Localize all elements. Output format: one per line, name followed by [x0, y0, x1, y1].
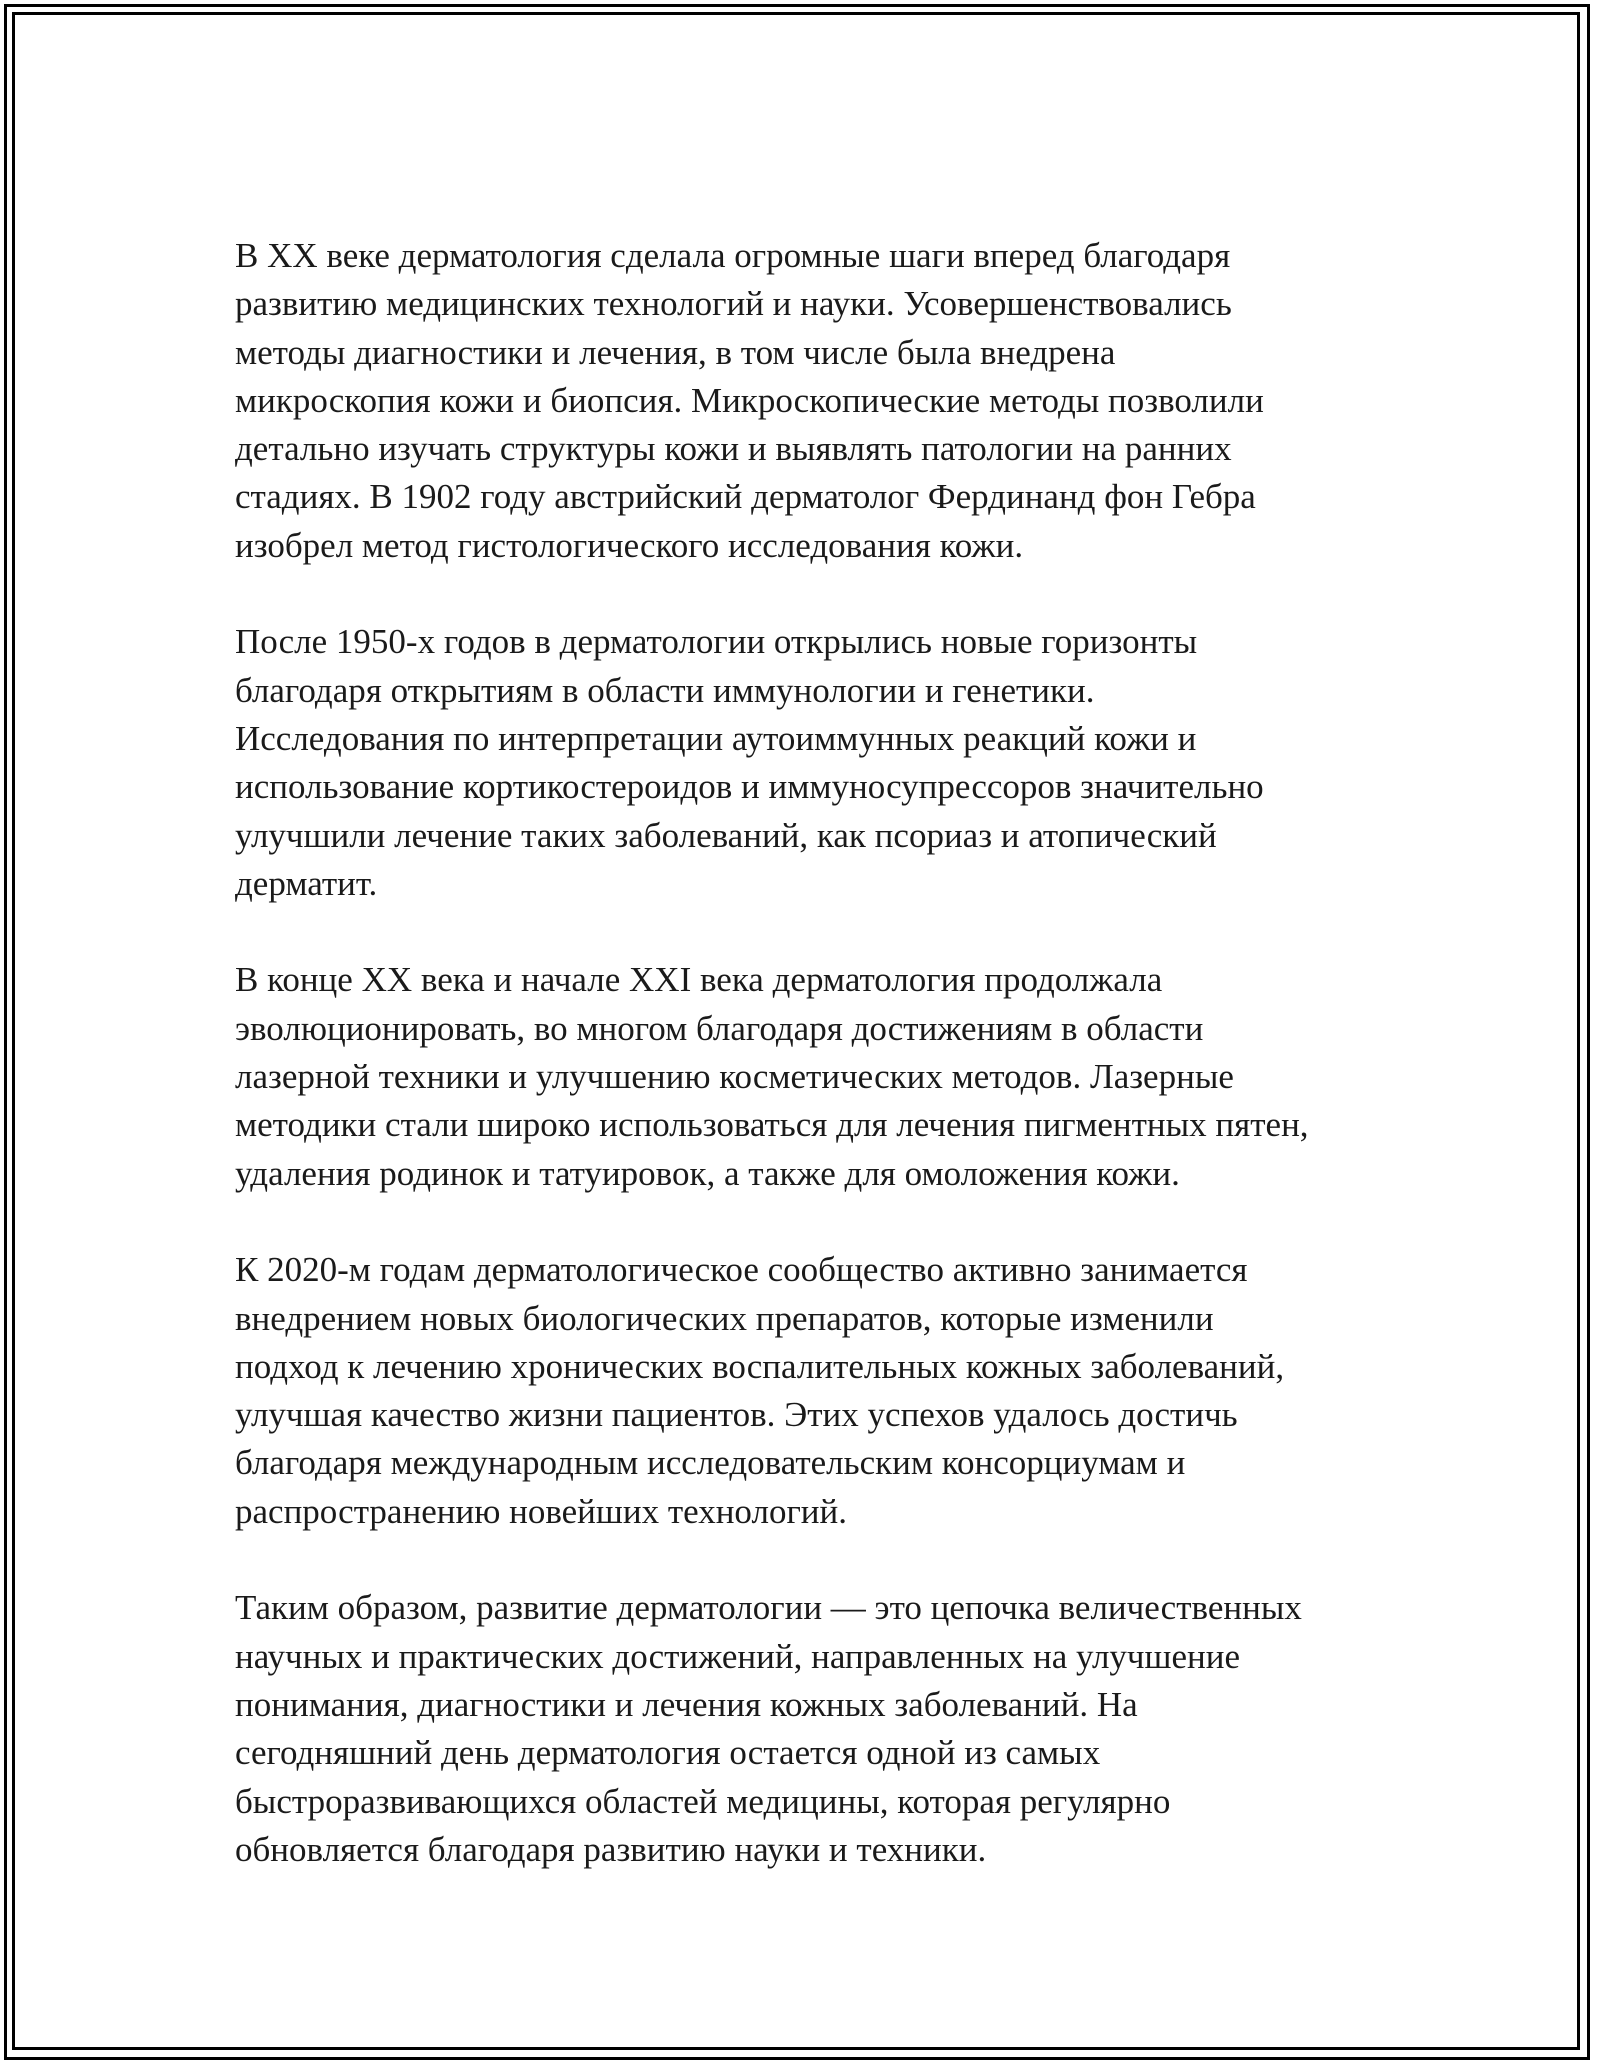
text-line: благодаря международным исследовательским консорциумам и	[235, 1443, 1186, 1483]
text-line: развитию медицинских технологий и науки. Усовершенствовались	[235, 284, 1232, 324]
paragraph-5	[235, 1584, 1415, 1874]
text-line: дерматит.	[235, 863, 378, 903]
text-line: методики стали широко использоваться для лечения пигментных пятен,	[235, 1105, 1309, 1145]
text-line: обновляется благодаря развитию науки и техники.	[235, 1829, 987, 1869]
document-body	[235, 232, 1415, 1922]
text-line: внедрением новых биологических препаратов, которые изменили	[235, 1298, 1214, 1338]
text-line: сегодняшний день дерматология остается одной из самых	[235, 1733, 1101, 1773]
text-line: благодаря открытиям в области иммунологии и генетики.	[235, 670, 1095, 710]
text-line: детально изучать структуры кожи и выявлять патологии на ранних	[235, 429, 1232, 469]
text-line: Таким образом, развитие дерматологии — это цепочка величественных	[235, 1588, 1302, 1628]
text-line: микроскопия кожи и биопсия. Микроскопические методы позволили	[235, 380, 1264, 420]
text-line: подход к лечению хронических воспалительных кожных заболеваний,	[235, 1346, 1285, 1386]
text-line: стадиях. В 1902 году австрийский дерматолог Фердинанд фон Гебра	[235, 477, 1256, 517]
text-line: После 1950-х годов в дерматологии открылись новые горизонты	[235, 622, 1198, 662]
text-line: К 2020-м годам дерматологическое сообщество активно занимается	[235, 1250, 1248, 1290]
text-line: методы диагностики и лечения, в том числе была внедрена	[235, 332, 1116, 372]
text-line: В XX веке дерматология сделала огромные шаги вперед благодаря	[235, 236, 1231, 275]
text-line: улучшая качество жизни пациентов. Этих успехов удалось достичь	[235, 1395, 1238, 1435]
paragraph-3	[235, 956, 1415, 1197]
paragraph-4	[235, 1246, 1415, 1536]
text-line: лазерной техники и улучшению косметических методов. Лазерные	[235, 1057, 1234, 1097]
paragraph-1	[235, 232, 1415, 570]
text-line: изобрел метод гистологического исследования кожи.	[235, 525, 1024, 565]
text-line: научных и практических достижений, направленных на улучшение	[235, 1636, 1241, 1676]
text-line: Исследования по интерпретации аутоиммунных реакций кожи и	[235, 718, 1197, 758]
text-line: В конце XX века и начале XXI века дерматология продолжала	[235, 960, 1163, 1000]
text-line: распространению новейших технологий.	[235, 1491, 848, 1531]
text-line: быстроразвивающихся областей медицины, которая регулярно	[235, 1781, 1171, 1821]
text-line: эволюционировать, во многом благодаря достижениям в области	[235, 1008, 1204, 1048]
text-line: удаления родинок и татуировок, а также для омоложения кожи.	[235, 1153, 1180, 1193]
paragraph-2	[235, 618, 1415, 908]
text-line: использование кортикостероидов и иммуносупрессоров значительно	[235, 767, 1264, 807]
text-line: понимания, диагностики и лечения кожных заболеваний. На	[235, 1684, 1138, 1724]
text-line: улучшили лечение таких заболеваний, как псориаз и атопический	[235, 815, 1217, 855]
